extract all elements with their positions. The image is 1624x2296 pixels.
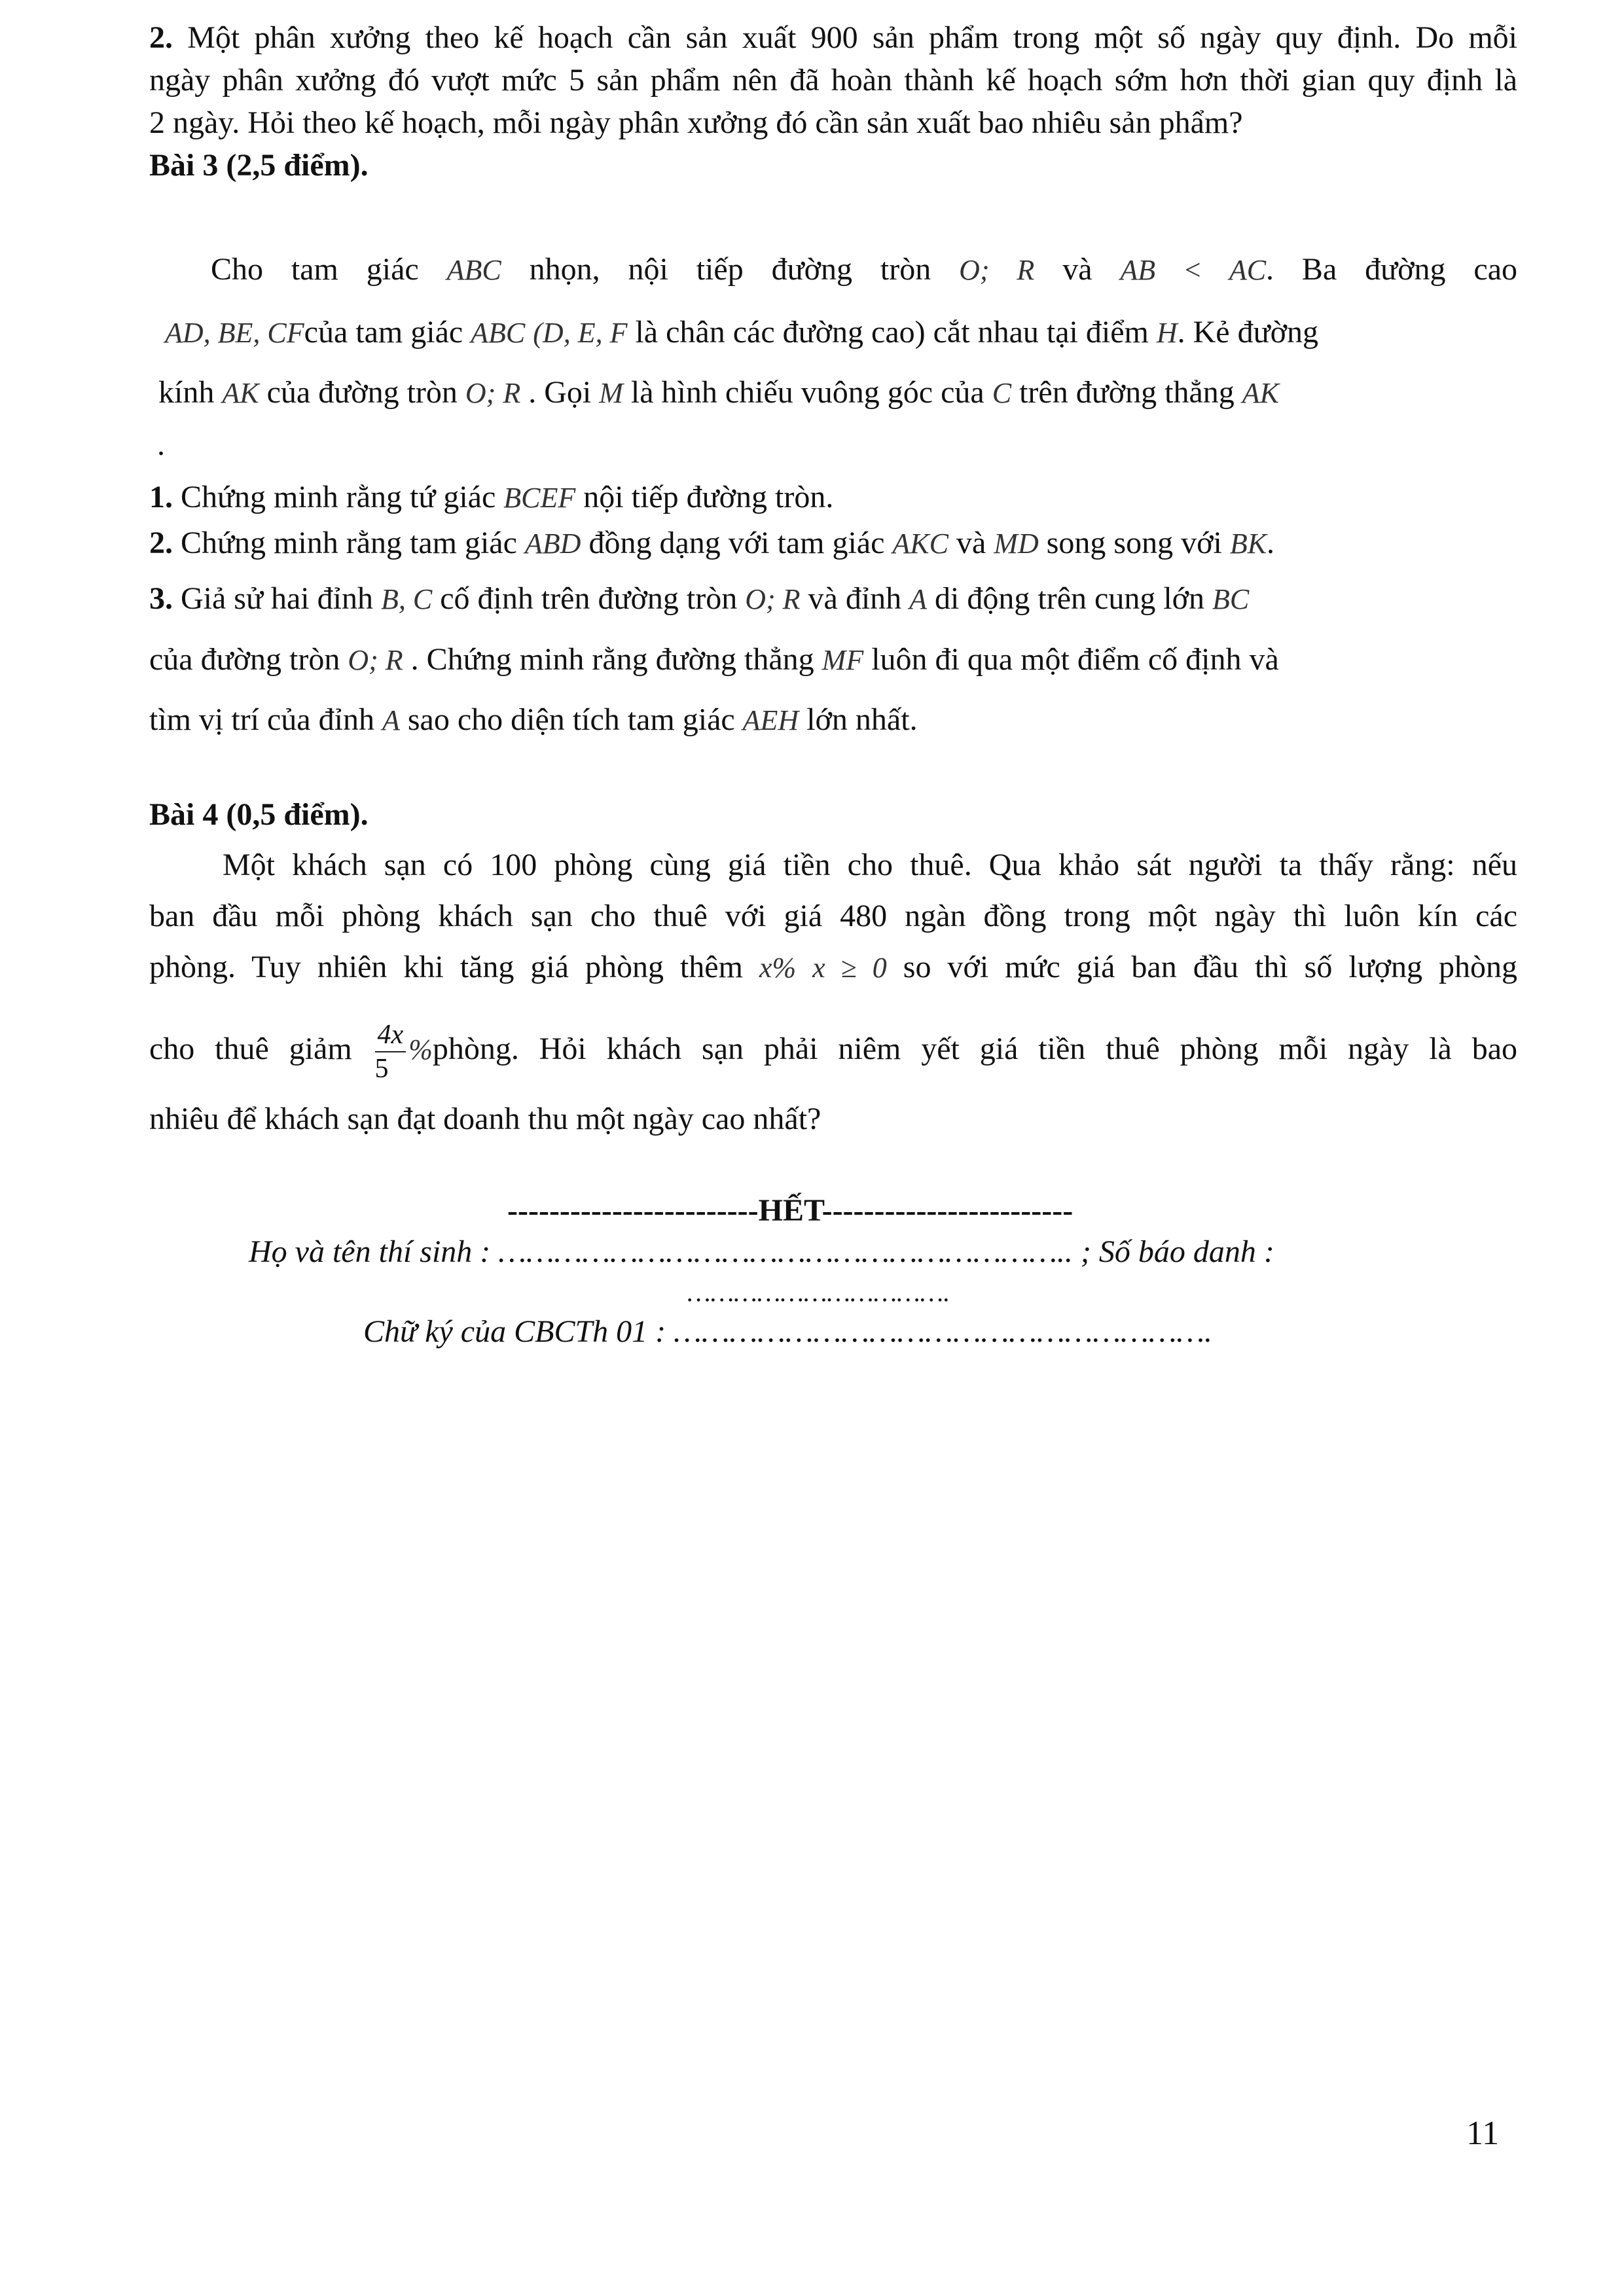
text: và đỉnh bbox=[808, 581, 902, 616]
text: của đường tròn bbox=[149, 642, 340, 677]
fraction-denominator: 5 bbox=[374, 1054, 389, 1084]
bai3-question-1 bbox=[149, 478, 1517, 518]
question-number: 3. bbox=[149, 581, 173, 616]
problem-2-line-3: 2 ngày. Hỏi theo kế hoạch, mỗi ngày phân xưởng đó cần sản xuất bao nhiêu sản phẩm? bbox=[149, 105, 1243, 140]
candidate-name-line: Họ và tên thí sinh : …………………………………………………….. ; Số báo danh : bbox=[249, 1234, 1274, 1269]
bai3-line-3-period: . bbox=[157, 427, 165, 462]
text: nhọn, nội tiếp đường tròn bbox=[529, 252, 931, 287]
bai3-line-1 bbox=[211, 250, 1517, 290]
text: lớn nhất. bbox=[806, 702, 918, 737]
text: phòng. Tuy nhiên khi tăng giá phòng thêm bbox=[149, 950, 743, 984]
math: B, C bbox=[380, 583, 433, 615]
fraction bbox=[375, 1021, 406, 1083]
math: ABC bbox=[446, 254, 501, 286]
question-number: 1. bbox=[149, 480, 173, 514]
text: luôn đi qua một điểm cố định và bbox=[871, 642, 1279, 677]
math: AB < AC bbox=[1120, 254, 1267, 286]
text: trên đường thẳng bbox=[1019, 375, 1235, 410]
text: cho thuê giảm bbox=[149, 1031, 352, 1067]
section-title-bai-4: Bài 4 (0,5 điểm). bbox=[149, 797, 369, 832]
math: O; R bbox=[348, 644, 403, 676]
math: x ≥ 0 bbox=[812, 952, 887, 984]
math: A bbox=[382, 704, 400, 736]
text: và bbox=[1062, 252, 1092, 287]
bai3-question-3-line-2 bbox=[149, 640, 1517, 680]
fraction-numerator: 4x bbox=[375, 1021, 406, 1052]
math: AK bbox=[1242, 377, 1279, 409]
text: Cho tam giác bbox=[211, 252, 419, 287]
candidate-number-dots: ……………………………. bbox=[687, 1278, 950, 1307]
text: . bbox=[1267, 526, 1275, 560]
math: MD bbox=[994, 528, 1039, 560]
text: Chứng minh rằng tứ giác bbox=[181, 480, 496, 514]
math: A bbox=[909, 583, 928, 615]
bai4-line-1: Một khách sạn có 100 phòng cùng giá tiền cho thuê. Qua khảo sát người ta thấy rằng: nếu bbox=[223, 848, 1517, 882]
text: của đường tròn bbox=[266, 375, 458, 410]
math: AEH bbox=[742, 704, 799, 736]
text: song song với bbox=[1046, 526, 1222, 560]
math: MF bbox=[821, 644, 864, 676]
text: tìm vị trí của đỉnh bbox=[149, 702, 374, 737]
problem-2-number: 2. bbox=[149, 20, 173, 55]
math: x% bbox=[759, 952, 797, 984]
end-marker: ------------------------HẾT------------------------ bbox=[507, 1193, 1074, 1228]
text: nội tiếp đường tròn. bbox=[583, 480, 834, 514]
bai3-question-3-line-1 bbox=[149, 579, 1517, 619]
page-number: 11 bbox=[1466, 2115, 1500, 2152]
bai4-line-5: nhiêu để khách sạn đạt doanh thu một ngày cao nhất? bbox=[149, 1102, 821, 1136]
text: là chân các đường cao) cắt nhau tại điểm bbox=[635, 315, 1149, 350]
problem-2-line-2: ngày phân xưởng đó vượt mức 5 sản phẩm nên đã hoàn thành kế hoạch sớm hơn thời gian quy định là bbox=[149, 63, 1517, 98]
text: Giả sử hai đỉnh bbox=[181, 581, 373, 616]
math: AK bbox=[222, 377, 259, 409]
math: % bbox=[408, 1033, 433, 1066]
math: AKC bbox=[892, 528, 948, 560]
text: là hình chiếu vuông góc của bbox=[630, 375, 984, 410]
text: so với mức giá ban đầu thì số lượng phòng bbox=[903, 950, 1518, 984]
bai3-question-2 bbox=[149, 524, 1517, 564]
math: ABD bbox=[524, 528, 581, 560]
text: sao cho diện tích tam giác bbox=[407, 702, 735, 737]
bai4-line-3 bbox=[149, 948, 1517, 988]
math: H bbox=[1156, 317, 1178, 349]
bai4-line-4 bbox=[149, 1021, 1517, 1083]
math: BC bbox=[1212, 583, 1250, 615]
text: . Kẻ đường bbox=[1177, 315, 1318, 350]
text: kính bbox=[158, 375, 215, 410]
math: AD, BE, CF bbox=[165, 317, 304, 349]
math: BCEF bbox=[503, 482, 576, 514]
text: của tam giác bbox=[304, 315, 463, 350]
math: C bbox=[992, 377, 1012, 409]
text: cố định trên đường tròn bbox=[440, 581, 738, 616]
math: (D, E, F bbox=[533, 317, 628, 349]
math: O; R bbox=[745, 583, 801, 615]
math: O; R bbox=[465, 377, 521, 409]
math: M bbox=[599, 377, 623, 409]
text: phòng. Hỏi khách sạn phải niêm yết giá tiền thuê phòng mỗi ngày là bao bbox=[432, 1031, 1518, 1067]
problem-2-text: Một phân xưởng theo kế hoạch cần sản xuất 900 sản phẩm trong một số ngày quy định. Do mỗi bbox=[173, 20, 1517, 55]
text: . Gọi bbox=[528, 375, 592, 410]
math: BK bbox=[1229, 528, 1267, 560]
math: ABC bbox=[471, 317, 526, 349]
text: Chứng minh rằng tam giác bbox=[181, 526, 517, 560]
bai3-line-3 bbox=[158, 373, 1517, 413]
text: . Ba đường cao bbox=[1266, 252, 1518, 287]
section-title-bai-3: Bài 3 (2,5 điểm). bbox=[149, 148, 369, 183]
bai4-line-2: ban đầu mỗi phòng khách sạn cho thuê với giá 480 ngàn đồng trong một ngày thì luôn kín các bbox=[149, 899, 1517, 933]
supervisor-signature-line: Chữ ký của CBCTh 01 : …………………………………………………. bbox=[363, 1314, 1213, 1349]
text: di động trên cung lớn bbox=[935, 581, 1205, 616]
math: O; R bbox=[959, 254, 1035, 286]
bai3-line-2 bbox=[165, 313, 1517, 353]
text: . Chứng minh rằng đường thẳng bbox=[410, 642, 814, 677]
text: và bbox=[956, 526, 986, 560]
bai3-question-3-line-3 bbox=[149, 700, 1517, 740]
problem-2-line-1 bbox=[149, 18, 1517, 58]
question-number: 2. bbox=[149, 526, 173, 560]
text: đồng dạng với tam giác bbox=[588, 526, 885, 560]
